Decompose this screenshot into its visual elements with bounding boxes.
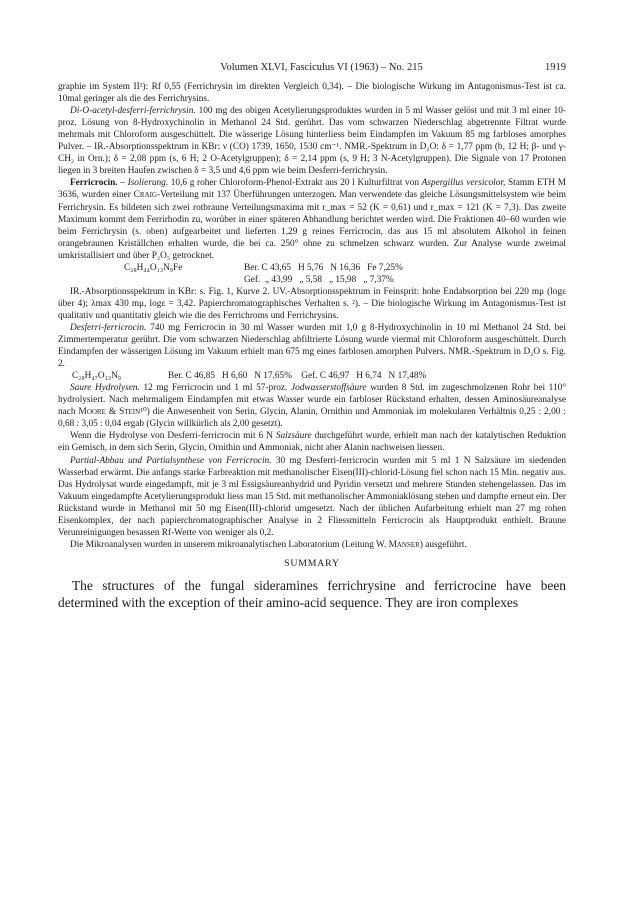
section-label: Desferri-ferricrocin. — [70, 322, 147, 333]
person-name: Manser — [388, 539, 420, 550]
paragraph-acknowledgement — [58, 539, 566, 551]
author-name: Craig — [133, 190, 157, 201]
running-header — [58, 62, 566, 74]
summary-paragraph: The structures of the fungal sideramines ferrichrysine and ferricrocine have been determined with the exception of their amino-acid sequence. They are iron complexes — [58, 577, 566, 610]
paragraph-acid-hydrolysis — [58, 382, 566, 430]
paragraph-spectra: IR.-Absorptionsspektrum in KBr: s. Fig. 1, Kurve 2. UV.-Absorptionsspektrum in Feinsprit: hohe Endabsorption bei 220 mμ (logε über 4); λmax 430 mμ, logε = 3,42. Papierchromatographisches Verhalten s. ²). – Die biologische Wirkung im Antagonismus-Test ist qualitativ und quantitativ gleich wie die des Ferrichroms und Ferrichrysins. — [58, 286, 566, 321]
page-number: 1919 — [545, 62, 566, 73]
paragraph-partial-synthesis — [58, 455, 566, 539]
paragraph-body: ) ausgeführt. — [419, 539, 467, 550]
paragraph-body: 12 mg Ferricrocin und 1 ml 57-proz. — [139, 383, 291, 394]
analysis-found: Gef. „ 43,99 „ 5,58 „ 15,98 „ 7,37% — [244, 274, 394, 285]
paragraph-chromatography-result: graphie im System II²): Rf 0,55 (Ferrichrysin im direkten Vergleich 0,34). – Die biologische Wirkung im Antagonismus-Test ist ca. 10mal geringer als die des Ferrichrysins. — [58, 82, 566, 105]
reagent-name: Salzsäure — [275, 431, 312, 442]
paragraph-body: durchgeführt wurde, erhielt man nach der katalytischen Reduktion ein Gemisch, in dem sich Serin, Glycin, Ornithin und Ammoniak, nicht aber Alanin nachweisen liessen. — [58, 431, 566, 454]
paragraph-desferri-ferricrocin — [58, 322, 566, 370]
elemental-analysis-2 — [58, 370, 566, 382]
reagent-name: Jodwasserstoffsäure — [290, 383, 367, 394]
section-label: Partial-Abbau und Partialsynthese von Ferricrocin. — [70, 455, 272, 466]
paragraph-body: Wenn die Hydrolyse von Desferri-ferricrocin mit 6 N — [70, 431, 276, 442]
paragraph-body: -Verteilung mit 137 Überführungen unterzogen. Man verwendete das gleiche Lösungsmittelsystem wie beim Ferrichrysin. Es bildeten sich zwei rotbraune Verteilungsmaxima mit r_max = 52 (K = 0,61) und r_max = 121 (K = 7,3). Das zweite Maximum kommt dem Ferrirhodin zu, worüber in einer späteren Abhandlung berichtet werden wird. Die Fraktionen 40–60 wurden wie beim Ferrichrysin (s. oben) aufgearbeitet und lieferten 1,29 g reines Ferricrocin, das aus 15 ml absolutem Alkohol in feinen orangebraunen Kriställchen erhalten wurde, die bei ca. 250° ohne zu schmelzen schwarz wurden. Zur Analyse wurde zweimal umkristallisiert und über P₂O₅ getrocknet. — [58, 190, 567, 261]
paragraph-diacetyl-desferri — [58, 105, 566, 177]
paragraph-body: ¹⁰) die Anwesenheit von Serin, Glycin, Alanin, Ornithin und Ammoniak im molekularen Verhältnis 0,25 : 2,00 : 0,68 : 3,05 : 0,04 ergab (Glycin willkürlich als 2,00 gesetzt). — [58, 407, 566, 430]
summary-heading: SUMMARY — [284, 557, 340, 569]
analysis-formula: C₂₈H₄₇O₁₃N₉ — [72, 371, 122, 382]
paragraph-body: Die Mikroanalysen wurden in unserem mikroanalytischen Laboratorium (Leitung W. — [70, 539, 389, 550]
elemental-analysis-1 — [58, 262, 566, 286]
section-label: Di-O-acetyl-desferri-ferrichrysin. — [70, 106, 196, 117]
section-label: Isolierung. — [127, 178, 169, 189]
section-label: Saure Hydrolysen. — [70, 383, 140, 394]
analysis-calculated: Ber. C 43,65 H 5,76 N 16,36 Fe 7,25% — [244, 262, 403, 273]
paragraph-body: wurden 8 Std. im zugeschmolzenen Rohr bei 110° hydrolysiert. Nach mehrmaligem Eindampfen mit etwas Wasser wurde ein farbloser Rückstand erhalten, dessen Aminosäureanalyse nach — [58, 383, 567, 418]
author-names: Moore & Stein — [78, 407, 141, 418]
organism-name: Aspergillus versicolor, — [421, 178, 506, 189]
compound-heading: Ferricrocin. — [70, 178, 118, 189]
analysis-formula: C₂₈H₄₄O₁₃N₉Fe — [124, 262, 183, 273]
paragraph-body: 740 mg Ferricrocin in 30 ml Wasser wurden mit 1,0 g 8-Hydroxychinolin in 10 ml Methanol 24 Std. bei Zimmertemperatur gerührt. Die vom schwarzen Niederschlag abfiltrierte Lösung wurde viermal mit Chloroform ausgeschüttelt. Durch Eindampfen der wässerigen Lösung im Vakuum erhielt man 675 mg eines farblosen amorphen Pulvers. NMR.-Spektrum in D₂O s. Fig. 2. — [58, 322, 566, 370]
paragraph-hcl-hydrolysis — [58, 430, 566, 454]
analysis-values: Ber. C 46,85 H 6,60 N 17,65% Gef. C 46,97 H 6,74 N 17,48% — [168, 371, 427, 382]
paragraph-body: 100 mg des obigen Acetylierungsproduktes wurden in 5 ml Wasser gelöst und mit 3 ml einer 10-proz. Lösung von 8-Hydroxychinolin in Methanol 24 Std. gerührt. Das vom schwarzen Niederschlag abgetrennte Filtrat wurde mehrmals mit Chloroform ausgeschüttelt. Die wässerige Lösung hinterliess beim Eindampfen im Vakuum 85 mg farbloses amorphes Pulver. – IR.-Absorptionsspektrum in KBr: ν (CO) 1739, 1650, 1530 cm⁻¹. NMR.-Spektrum in D₂O: δ = 1,77 ppm (b, 12 H; β- und γ-CH₂ in Orn.); δ = 2,08 ppm (s, 6 H; 2 O-Acetylgruppen); δ = 2,14 ppm (s, 9 H; 3 N-Acetylgruppen). Die Signale von 17 Protonen liegen in 3 breiten Haufen zwischen δ = 3,5 und 4,6 ppm wie beim Desferri-ferrichrysin. — [58, 106, 566, 177]
paragraph-body: 10,6 g roher Chloroform-Phenol-Extrakt aus 20 l Kulturfiltrat von — [168, 178, 422, 189]
running-title: Volumen XLVI, Fasciculus VI (1963) – No. 215 — [220, 62, 423, 73]
paragraph-body: 30 mg Desferri-ferricrocin wurden mit 5 ml 1 N Salzsäure im siedenden Wasserbad erwärmt. Die anfangs starke Farbreaktion mit methanolischer Eisen(III)-chlorid-Lösung fiel schon nach 15 Min. negativ aus. Das Hydrolysat wurde eingedampft, mit je 3 ml Essigsäureanhydrid und Pyridin versetzt und mehrere Stunden stehengelassen. Das im Vakuum eingedampfte Acetylierungsprodukt liess man 15 Std. mit methanolischer Ammoniaklösung stehen und dampfte erneut ein. Der Rückstand wurde in Methanol mit 50 mg Eisen(III)-chlorid umgesetzt. Nach der üblichen Aufarbeitung erhielt man 27 mg rohen Eisenkomplex, der nach papierchromatographischer Analyse in 2 Fliessmitteln Ferricrocin als Hauptprodukt enthielt. Braune Verunreinigungen besassen Rf-Werte von weniger als 0,2. — [58, 455, 566, 538]
paragraph-ferricrocin-isolation: Ferricrocin. – Isolierung. 10,6 g roher Chloroform-Phenol-Extrakt aus 20 l Kulturfiltrat von Aspergillus versicolor, Stamm ETH M 3636, wurden einer Craig-Verteilung mit 137 Überführungen unterzogen. Man verwendete das gleiche Lösungsmittelsystem wie beim Ferrichrysin. Es bildeten sich zwei rotbraune Verteilungsmaxima mit r_max = 52 (K = 0,61) und r_max = 121 (K = 7,3). Das zweite Maximum kommt dem Ferrirhodin zu, worüber in einer späteren Abhandlung berichtet werden wird. Die Fraktionen 40–60 wurden wie beim Ferrichrysin (s. oben) aufgearbeitet und lieferten 1,29 g reines Ferricrocin, das aus 15 ml absolutem Alkohol in feinen orangebraunen Kriställchen erhalten wurde, die bei ca. 250° ohne zu schmelzen schwarz wurden. Zur Analyse wurde zweimal umkristallisiert und über P₂O₅ getrocknet. — [58, 178, 567, 261]
paragraph-body: Stamm ETH M 3636, wurden einer — [58, 178, 567, 201]
